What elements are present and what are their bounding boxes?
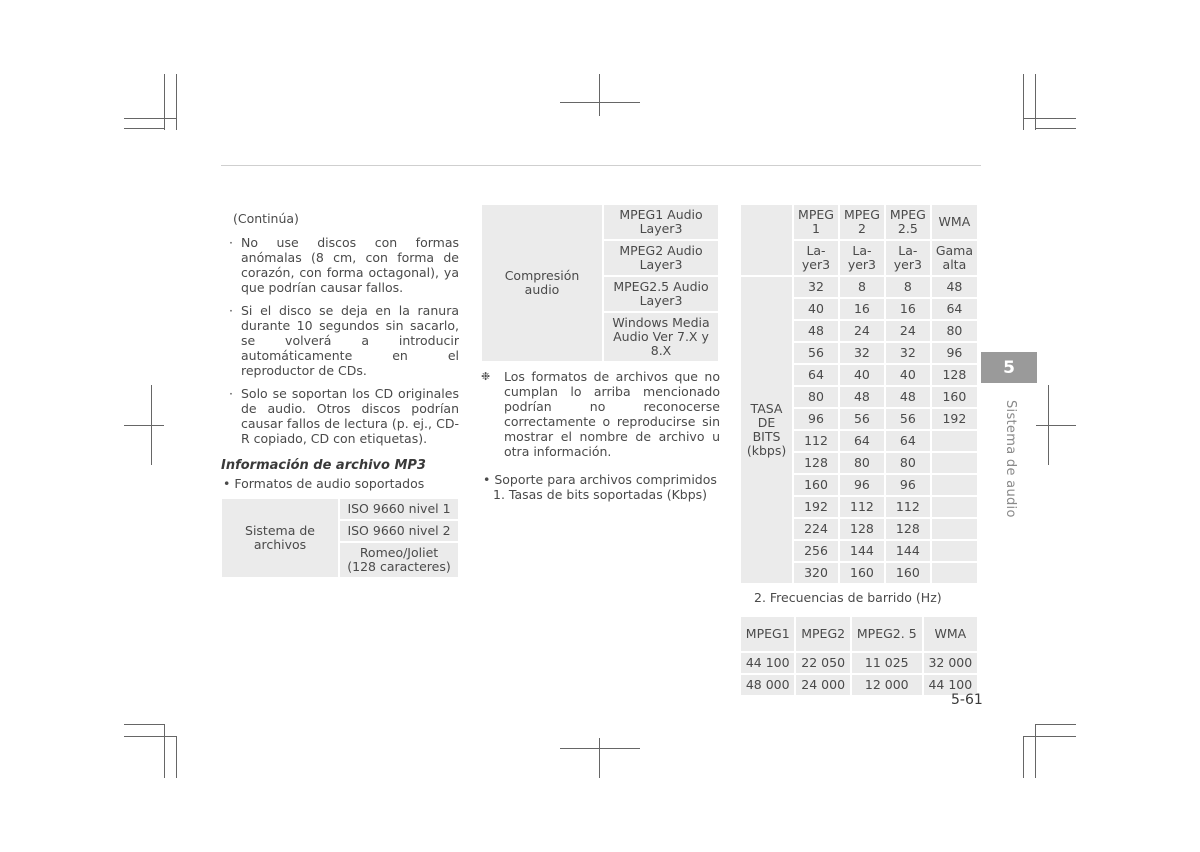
crop-mark xyxy=(1035,128,1076,129)
table-cell: 24 000 xyxy=(795,674,850,696)
registration-mark xyxy=(599,738,600,778)
table-header-row xyxy=(740,204,978,240)
format-note xyxy=(481,369,720,459)
table-cell: 64 xyxy=(793,364,839,386)
chapter-tab: 5 xyxy=(981,352,1037,383)
table-cell: 192 xyxy=(793,496,839,518)
column-header: MPEG 2 xyxy=(839,204,885,240)
crop-mark xyxy=(164,74,165,130)
column-left xyxy=(221,211,459,579)
table-cell: 112 xyxy=(839,496,885,518)
table-cell: 48 000 xyxy=(740,674,795,696)
table-cell: ISO 9660 nivel 2 xyxy=(339,520,459,542)
file-system-table xyxy=(220,497,460,579)
table-cell: 160 xyxy=(793,474,839,496)
formats-bullet: • Formatos de audio soportados xyxy=(223,476,425,491)
column-subheader: La-yer3 xyxy=(839,240,885,276)
bullet-text: Si el disco se deja en la ranura durante 10 segundos sin sacarlo, se volverá a introducir automáticamente en el reproductor de CDs. xyxy=(241,303,459,378)
crop-mark xyxy=(176,736,177,778)
table-row-label: Sistema de archivos xyxy=(221,498,339,578)
bullet-text: Solo se soportan los CD originales de audio. Otros discos podrían causar fallos de lectura (p. ej., CD-R copiado, CD con etiquetas). xyxy=(241,386,459,446)
table-cell: 40 xyxy=(839,364,885,386)
table-cell: Romeo/Joliet (128 caracteres) xyxy=(339,542,459,578)
table-cell: 96 xyxy=(931,342,978,364)
continued-label: (Continúa) xyxy=(233,211,299,226)
table-cell: 22 050 xyxy=(795,652,850,674)
registration-mark xyxy=(1036,425,1076,426)
crop-mark xyxy=(124,724,164,725)
table-cell xyxy=(931,518,978,540)
table-cell: 128 xyxy=(839,518,885,540)
table-row xyxy=(740,652,978,674)
table-cell: 224 xyxy=(793,518,839,540)
table-cell: 32 xyxy=(885,342,931,364)
table-cell: 160 xyxy=(931,386,978,408)
frequencies-title: 2. Frecuencias de barrido (Hz) xyxy=(754,590,942,605)
table-row-label: TASA DE BITS (kbps) xyxy=(740,276,793,584)
table-cell: Windows Media Audio Ver 7.X y 8.X xyxy=(603,312,719,362)
table-row xyxy=(740,674,978,696)
table-cell: 128 xyxy=(793,452,839,474)
table-cell: 8 xyxy=(885,276,931,298)
table-cell xyxy=(931,496,978,518)
note-icon: ❉ xyxy=(481,370,491,383)
table-cell: 160 xyxy=(839,562,885,584)
crop-mark xyxy=(1023,118,1076,119)
table-cell: 16 xyxy=(839,298,885,320)
table-row xyxy=(740,276,978,298)
page-number: 5-61 xyxy=(951,692,983,708)
table-cell: 144 xyxy=(839,540,885,562)
table-cell xyxy=(931,474,978,496)
crop-mark xyxy=(124,128,164,129)
crop-mark xyxy=(176,74,177,130)
table-cell: 12 000 xyxy=(851,674,923,696)
table-header-row xyxy=(740,616,978,652)
table-cell: 56 xyxy=(839,408,885,430)
column-subheader: La-yer3 xyxy=(885,240,931,276)
table-cell: 96 xyxy=(885,474,931,496)
crop-mark xyxy=(1023,736,1076,737)
table-cell: 256 xyxy=(793,540,839,562)
registration-mark xyxy=(599,74,600,116)
table-cell: 320 xyxy=(793,562,839,584)
table-corner xyxy=(740,204,793,276)
compression-table xyxy=(480,203,720,363)
table-cell: 112 xyxy=(885,496,931,518)
table-cell: 16 xyxy=(885,298,931,320)
list-item: · Si el disco se deja en la ranura durante 10 segundos sin sacarlo, se volverá a introducir automáticamente en el reproductor de CDs. xyxy=(229,303,459,378)
table-row xyxy=(221,498,459,520)
column-header: MPEG 2.5 xyxy=(885,204,931,240)
table-cell xyxy=(931,540,978,562)
table-cell: 56 xyxy=(793,342,839,364)
table-cell: 48 xyxy=(931,276,978,298)
table-cell: MPEG2.5 Audio Layer3 xyxy=(603,276,719,312)
table-cell: 144 xyxy=(885,540,931,562)
table-row xyxy=(481,204,719,240)
table-cell: 128 xyxy=(885,518,931,540)
table-cell: MPEG1 Audio Layer3 xyxy=(603,204,719,240)
table-row-label: Compresión audio xyxy=(481,204,603,362)
table-cell: 32 xyxy=(793,276,839,298)
table-cell: 80 xyxy=(793,386,839,408)
column-header: MPEG 1 xyxy=(793,204,839,240)
table-cell xyxy=(931,452,978,474)
table-cell: 96 xyxy=(839,474,885,496)
side-section-title: Sistema de audio xyxy=(1003,400,1018,518)
column-header: MPEG1 xyxy=(740,616,795,652)
crop-mark xyxy=(124,118,176,119)
section-heading: Información de archivo MP3 xyxy=(221,458,426,473)
header-rule xyxy=(221,165,981,166)
table-cell: 24 xyxy=(839,320,885,342)
table-cell: 192 xyxy=(931,408,978,430)
table-cell: 64 xyxy=(839,430,885,452)
column-header: MPEG2. 5 xyxy=(851,616,923,652)
table-cell: 160 xyxy=(885,562,931,584)
table-cell: ISO 9660 nivel 1 xyxy=(339,498,459,520)
bitrate-table xyxy=(739,203,979,585)
frequency-table xyxy=(739,615,979,697)
column-header: WMA xyxy=(923,616,978,652)
table-cell xyxy=(931,562,978,584)
table-cell: 64 xyxy=(931,298,978,320)
column-header: WMA xyxy=(931,204,978,240)
note-text: Los formatos de archivos que no cumplan lo arriba mencionado podrían no reconocerse correctamente o reproducirse sin mostrar el nombre de archivo u otra información. xyxy=(504,369,720,459)
table-cell: 40 xyxy=(885,364,931,386)
list-item: · Solo se soportan los CD originales de audio. Otros discos podrían causar fallos de lectura (p. ej., CD-R copiado, CD con etiquetas). xyxy=(229,386,459,446)
table-cell: 48 xyxy=(839,386,885,408)
column-subheader: La-yer3 xyxy=(793,240,839,276)
table-cell: 40 xyxy=(793,298,839,320)
bullet-text: No use discos con formas anómalas (8 cm, con forma de corazón, con forma octagonal), ya que podrían causar fallos. xyxy=(241,235,459,295)
crop-mark xyxy=(1023,736,1024,778)
table-cell: 44 100 xyxy=(740,652,795,674)
table-cell: 96 xyxy=(793,408,839,430)
column-middle xyxy=(481,203,720,502)
registration-mark xyxy=(124,425,164,426)
bitrates-title: 1. Tasas de bits soportadas (Kbps) xyxy=(493,487,708,502)
cd-precautions-list xyxy=(221,235,459,446)
table-cell: 8 xyxy=(839,276,885,298)
table-cell: 32 000 xyxy=(923,652,978,674)
table-cell: 56 xyxy=(885,408,931,430)
column-header: MPEG2 xyxy=(795,616,850,652)
crop-mark xyxy=(1035,724,1036,778)
table-cell: 32 xyxy=(839,342,885,364)
crop-mark xyxy=(1035,724,1076,725)
table-cell: 80 xyxy=(885,452,931,474)
table-cell: 24 xyxy=(885,320,931,342)
crop-mark xyxy=(1035,74,1036,130)
registration-mark xyxy=(560,102,640,103)
crop-mark xyxy=(164,724,165,778)
registration-mark xyxy=(560,748,640,749)
compressed-support-bullet: • Soporte para archivos comprimidos xyxy=(483,472,717,487)
table-cell: 64 xyxy=(885,430,931,452)
table-cell: 11 025 xyxy=(851,652,923,674)
table-cell: 48 xyxy=(793,320,839,342)
table-cell: MPEG2 Audio Layer3 xyxy=(603,240,719,276)
list-item: · No use discos con formas anómalas (8 cm, con forma de corazón, con forma octagonal), ya que podrían causar fallos. xyxy=(229,235,459,295)
table-cell: 128 xyxy=(931,364,978,386)
table-cell: 44 100 xyxy=(923,674,978,696)
table-cell: 80 xyxy=(931,320,978,342)
crop-mark xyxy=(1023,74,1024,130)
column-subheader: Gama alta xyxy=(931,240,978,276)
column-right xyxy=(740,203,980,697)
table-cell xyxy=(931,430,978,452)
table-cell: 112 xyxy=(793,430,839,452)
crop-mark xyxy=(124,736,176,737)
table-cell: 48 xyxy=(885,386,931,408)
table-cell: 80 xyxy=(839,452,885,474)
